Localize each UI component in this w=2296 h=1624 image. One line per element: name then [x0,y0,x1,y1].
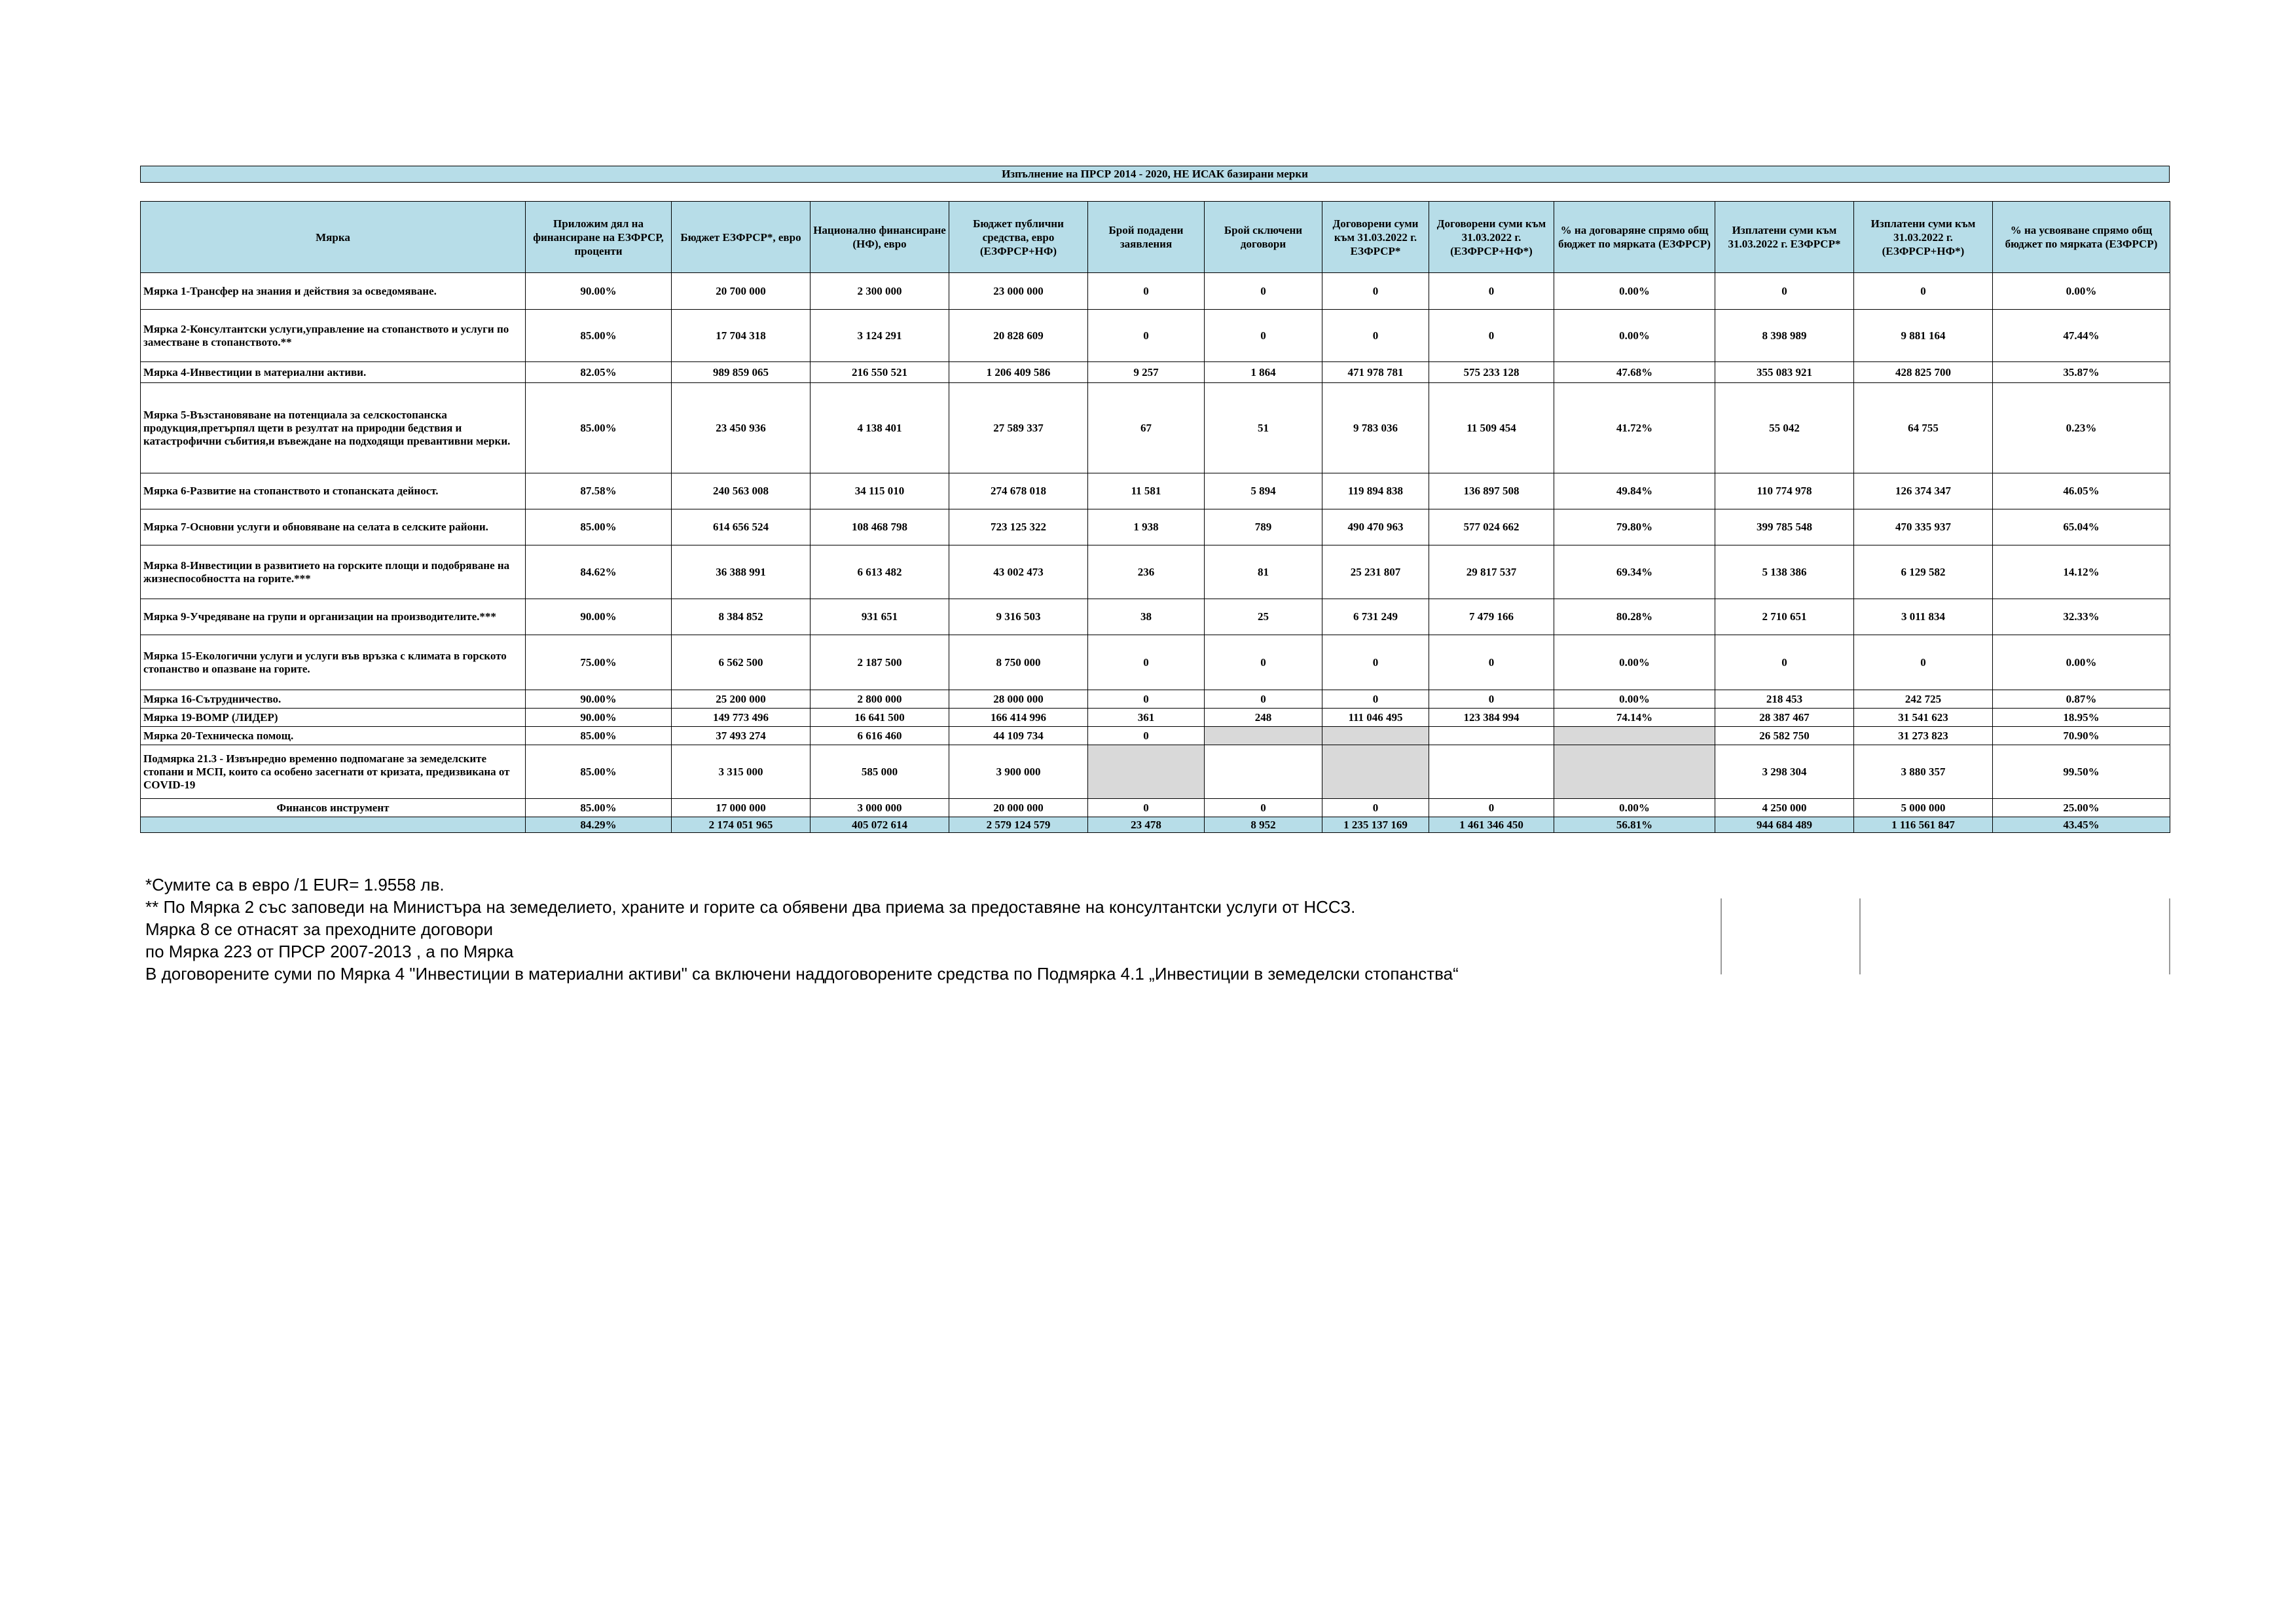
value-cell: 5 138 386 [1715,545,1854,599]
value-cell: 6 562 500 [672,635,811,690]
value-cell [1205,727,1322,745]
value-cell: 471 978 781 [1322,362,1429,383]
value-cell: 6 613 482 [811,545,949,599]
table-row [141,383,2170,473]
value-cell: 55 042 [1715,383,1854,473]
value-cell: 0 [1205,273,1322,310]
table-row [141,690,2170,709]
measure-name-cell: Мярка 20-Техническа помощ. [141,727,526,745]
value-cell: 18.95% [1993,709,2170,727]
value-cell: 47.44% [1993,310,2170,362]
value-cell [1322,727,1429,745]
value-cell: 0 [1429,799,1554,817]
value-cell: 25 [1205,599,1322,635]
value-cell: 0 [1854,635,1993,690]
value-cell: 585 000 [811,745,949,799]
value-cell: 108 468 798 [811,509,949,545]
value-cell: 0 [1088,273,1205,310]
value-cell: 0 [1322,635,1429,690]
value-cell: 0 [1088,727,1205,745]
value-cell: 126 374 347 [1854,473,1993,509]
value-cell: 166 414 996 [949,709,1088,727]
value-cell: 0 [1429,273,1554,310]
value-cell: 32.33% [1993,599,2170,635]
value-cell: 90.00% [526,690,672,709]
value-cell: 0.00% [1993,273,2170,310]
value-cell: 17 000 000 [672,799,811,817]
value-cell: 31 541 623 [1854,709,1993,727]
value-cell: 3 880 357 [1854,745,1993,799]
value-cell: 216 550 521 [811,362,949,383]
value-cell: 11 581 [1088,473,1205,509]
value-cell: 931 651 [811,599,949,635]
value-cell: 38 [1088,599,1205,635]
value-cell: 7 479 166 [1429,599,1554,635]
value-cell: 0 [1429,690,1554,709]
value-cell: 85.00% [526,509,672,545]
value-cell: 17 704 318 [672,310,811,362]
total-value-cell: 23 478 [1088,817,1205,833]
measure-name-cell: Мярка 7-Основни услуги и обновяване на селата в селските райони. [141,509,526,545]
value-cell: 577 024 662 [1429,509,1554,545]
value-cell: 274 678 018 [949,473,1088,509]
total-value-cell: 1 461 346 450 [1429,817,1554,833]
value-cell: 0.00% [1554,310,1715,362]
value-cell: 0 [1715,273,1854,310]
value-cell: 0 [1088,690,1205,709]
value-cell: 3 315 000 [672,745,811,799]
value-cell: 5 894 [1205,473,1322,509]
table-row [141,727,2170,745]
footnote-measure-2: ** По Мярка 2 със заповеди на Министъра на земеделието, храните и горите са обявени два приема за предоставяне на консултантски услуги от НССЗ. [145,897,1356,917]
value-cell: 149 773 496 [672,709,811,727]
measure-name-cell: Мярка 5-Възстановяване на потенциала за селскостопанска продукция,претърпял щети в резултат на природни бедствия и катастрофични събития,и въвеждане на подходящи превантивни мерки. [141,383,526,473]
value-cell: 41.72% [1554,383,1715,473]
value-cell: 0 [1205,635,1322,690]
value-cell: 90.00% [526,709,672,727]
value-cell: 85.00% [526,383,672,473]
total-row [141,817,2170,833]
table-row [141,545,2170,599]
measure-name-cell: Мярка 1-Трансфер на знания и действия за осведомяване. [141,273,526,310]
value-cell: 3 000 000 [811,799,949,817]
footnote-currency: *Сумите са в евро /1 EUR= 1.9558 лв. [145,875,445,895]
value-cell [1429,727,1554,745]
value-cell: 46.05% [1993,473,2170,509]
value-cell: 36 388 991 [672,545,811,599]
column-header: Изплатени суми към 31.03.2022 г. ЕЗФРСР* [1715,202,1854,273]
value-cell: 85.00% [526,727,672,745]
value-cell: 470 335 937 [1854,509,1993,545]
value-cell: 0 [1429,310,1554,362]
value-cell: 136 897 508 [1429,473,1554,509]
value-cell: 75.00% [526,635,672,690]
value-cell: 11 509 454 [1429,383,1554,473]
value-cell: 0 [1322,690,1429,709]
table-row [141,509,2170,545]
measure-name-cell: Мярка 6-Развитие на стопанството и стопанската дейност. [141,473,526,509]
value-cell: 0.00% [1993,635,2170,690]
value-cell: 3 124 291 [811,310,949,362]
value-cell: 44 109 734 [949,727,1088,745]
column-header: Приложим дял на финансиране на ЕЗФРСР, проценти [526,202,672,273]
measure-name-cell: Мярка 8-Инвестиции в развитието на горските площи и подобряване на жизнеспособността на горите.*** [141,545,526,599]
value-cell: 2 300 000 [811,273,949,310]
value-cell: 6 731 249 [1322,599,1429,635]
value-cell: 80.28% [1554,599,1715,635]
value-cell: 9 783 036 [1322,383,1429,473]
value-cell: 8 750 000 [949,635,1088,690]
column-header: Бюджет публични средства, евро (ЕЗФРСР+НФ) [949,202,1088,273]
value-cell: 23 450 936 [672,383,811,473]
value-cell: 0 [1322,273,1429,310]
value-cell: 5 000 000 [1854,799,1993,817]
value-cell: 29 817 537 [1429,545,1554,599]
value-cell: 70.90% [1993,727,2170,745]
table-body [141,273,2170,833]
value-cell: 90.00% [526,273,672,310]
column-header: Договорени суми към 31.03.2022 г. (ЕЗФРСР+НФ*) [1429,202,1554,273]
value-cell: 0 [1429,635,1554,690]
value-cell: 0.00% [1554,273,1715,310]
value-cell: 575 233 128 [1429,362,1554,383]
value-cell: 81 [1205,545,1322,599]
value-cell: 25 200 000 [672,690,811,709]
value-cell: 20 000 000 [949,799,1088,817]
value-cell: 0.00% [1554,799,1715,817]
value-cell: 43 002 473 [949,545,1088,599]
value-cell: 28 000 000 [949,690,1088,709]
value-cell: 1 206 409 586 [949,362,1088,383]
divider-line [1859,898,1861,974]
value-cell: 6 129 582 [1854,545,1993,599]
value-cell: 28 387 467 [1715,709,1854,727]
total-label-cell [141,817,526,833]
table-title: Изпълнение на ПРСР 2014 - 2020, НЕ ИСАК базирани мерки [140,166,2170,183]
value-cell: 1 938 [1088,509,1205,545]
value-cell: 87.58% [526,473,672,509]
value-cell [1205,745,1322,799]
value-cell: 218 453 [1715,690,1854,709]
value-cell: 20 700 000 [672,273,811,310]
value-cell: 3 298 304 [1715,745,1854,799]
column-header: Брой подадени заявления [1088,202,1205,273]
value-cell: 35.87% [1993,362,2170,383]
column-header: Брой сключени договори [1205,202,1322,273]
value-cell: 0.87% [1993,690,2170,709]
value-cell: 65.04% [1993,509,2170,545]
value-cell: 47.68% [1554,362,1715,383]
value-cell: 1 864 [1205,362,1322,383]
total-value-cell: 8 952 [1205,817,1322,833]
table-row [141,473,2170,509]
value-cell: 74.14% [1554,709,1715,727]
value-cell [1429,745,1554,799]
value-cell: 25.00% [1993,799,2170,817]
table-row [141,709,2170,727]
value-cell: 34 115 010 [811,473,949,509]
value-cell: 3 011 834 [1854,599,1993,635]
column-header: Изплатени суми към 31.03.2022 г. (ЕЗФРСР+НФ*) [1854,202,1993,273]
total-value-cell: 2 174 051 965 [672,817,811,833]
table-row [141,799,2170,817]
value-cell: 23 000 000 [949,273,1088,310]
measures-table [140,201,2170,833]
value-cell: 49.84% [1554,473,1715,509]
value-cell: 248 [1205,709,1322,727]
value-cell: 84.62% [526,545,672,599]
value-cell: 51 [1205,383,1322,473]
measure-name-cell: Мярка 19-ВОМР (ЛИДЕР) [141,709,526,727]
total-value-cell: 43.45% [1993,817,2170,833]
total-value-cell: 84.29% [526,817,672,833]
value-cell: 9 881 164 [1854,310,1993,362]
value-cell: 0 [1088,310,1205,362]
value-cell: 789 [1205,509,1322,545]
value-cell: 2 710 651 [1715,599,1854,635]
divider-line [1721,898,1722,974]
value-cell: 79.80% [1554,509,1715,545]
value-cell: 3 900 000 [949,745,1088,799]
table-row [141,362,2170,383]
value-cell: 9 316 503 [949,599,1088,635]
measure-name-cell: Мярка 16-Сътрудничество. [141,690,526,709]
value-cell: 14.12% [1993,545,2170,599]
value-cell: 0.00% [1554,635,1715,690]
value-cell: 361 [1088,709,1205,727]
value-cell: 4 250 000 [1715,799,1854,817]
value-cell: 25 231 807 [1322,545,1429,599]
value-cell: 8 384 852 [672,599,811,635]
value-cell: 6 616 460 [811,727,949,745]
column-header: % на усвояване спрямо общ бюджет по мярката (ЕЗФРСР) [1993,202,2170,273]
value-cell: 0 [1205,799,1322,817]
table-row [141,310,2170,362]
value-cell: 0 [1205,690,1322,709]
value-cell: 69.34% [1554,545,1715,599]
footnote-measure-8-b: по Мярка 223 от ПРСР 2007-2013 , а по Мярка [145,942,514,961]
value-cell: 0 [1854,273,1993,310]
footnote-measure-8-a: Мярка 8 се отнасят за преходните договори [145,919,493,939]
total-value-cell: 1 235 137 169 [1322,817,1429,833]
value-cell [1322,745,1429,799]
total-value-cell: 944 684 489 [1715,817,1854,833]
value-cell: 2 187 500 [811,635,949,690]
value-cell: 0 [1205,310,1322,362]
measure-name-cell: Подмярка 21.3 - Извънредно временно подпомагане за земеделските стопани и МСП, които са особено засегнати от кризата, предизвикана от COVID-19 [141,745,526,799]
measure-name-cell: Мярка 15-Екологични услуги и услуги във връзка с климата в горското стопанство и опазване на горите. [141,635,526,690]
value-cell: 490 470 963 [1322,509,1429,545]
value-cell: 26 582 750 [1715,727,1854,745]
value-cell [1554,727,1715,745]
divider-line [2169,898,2170,974]
value-cell: 4 138 401 [811,383,949,473]
value-cell: 0 [1088,799,1205,817]
value-cell: 85.00% [526,799,672,817]
table-row [141,745,2170,799]
measure-name-cell: Мярка 2-Консултантски услуги,управление на стопанството и услуги по заместване в стопанството.** [141,310,526,362]
total-value-cell: 1 116 561 847 [1854,817,1993,833]
value-cell: 0.00% [1554,690,1715,709]
value-cell: 9 257 [1088,362,1205,383]
value-cell [1554,745,1715,799]
value-cell: 123 384 994 [1429,709,1554,727]
value-cell [1088,745,1205,799]
value-cell: 0 [1715,635,1854,690]
value-cell: 242 725 [1854,690,1993,709]
table-row [141,273,2170,310]
column-header: Национално финансиране (НФ), евро [811,202,949,273]
total-value-cell: 56.81% [1554,817,1715,833]
value-cell: 240 563 008 [672,473,811,509]
value-cell: 723 125 322 [949,509,1088,545]
measure-name-cell: Финансов инструмент [141,799,526,817]
value-cell: 110 774 978 [1715,473,1854,509]
value-cell: 428 825 700 [1854,362,1993,383]
total-value-cell: 2 579 124 579 [949,817,1088,833]
measure-name-cell: Мярка 9-Учредяване на групи и организации на производителите.*** [141,599,526,635]
value-cell: 27 589 337 [949,383,1088,473]
total-value-cell: 405 072 614 [811,817,949,833]
value-cell: 16 641 500 [811,709,949,727]
value-cell: 989 859 065 [672,362,811,383]
value-cell: 355 083 921 [1715,362,1854,383]
value-cell: 0 [1322,310,1429,362]
value-cell: 119 894 838 [1322,473,1429,509]
measure-name-cell: Мярка 4-Инвестиции в материални активи. [141,362,526,383]
column-header: Бюджет ЕЗФРСР*, евро [672,202,811,273]
value-cell: 8 398 989 [1715,310,1854,362]
footnotes [145,874,1459,985]
table-row [141,599,2170,635]
value-cell: 0.23% [1993,383,2170,473]
value-cell: 2 800 000 [811,690,949,709]
value-cell: 0 [1322,799,1429,817]
header-row [141,202,2170,273]
column-header: Мярка [141,202,526,273]
column-header: Договорени суми към 31.03.2022 г. ЕЗФРСР* [1322,202,1429,273]
value-cell: 399 785 548 [1715,509,1854,545]
value-cell: 614 656 524 [672,509,811,545]
value-cell: 67 [1088,383,1205,473]
value-cell: 64 755 [1854,383,1993,473]
footnote-measure-4: В договорените суми по Мярка 4 "Инвестиции в материални активи" са включени наддоговорените средства по Подмярка 4.1 „Инвестиции в земеделски стопанства“ [145,964,1459,984]
column-header: % на договаряне спрямо общ бюджет по мярката (ЕЗФРСР) [1554,202,1715,273]
value-cell: 82.05% [526,362,672,383]
value-cell: 85.00% [526,310,672,362]
value-cell: 37 493 274 [672,727,811,745]
value-cell: 236 [1088,545,1205,599]
value-cell: 111 046 495 [1322,709,1429,727]
value-cell: 0 [1088,635,1205,690]
value-cell: 31 273 823 [1854,727,1993,745]
value-cell: 99.50% [1993,745,2170,799]
value-cell: 85.00% [526,745,672,799]
value-cell: 90.00% [526,599,672,635]
table-row [141,635,2170,690]
value-cell: 20 828 609 [949,310,1088,362]
